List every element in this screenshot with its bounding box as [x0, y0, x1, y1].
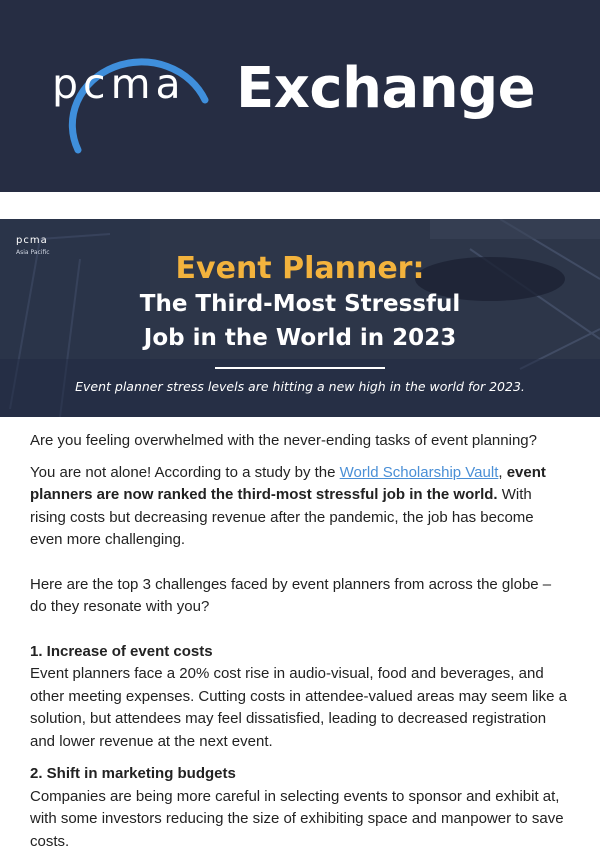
- section-heading-costs: 1. Increase of event costs: [30, 641, 570, 664]
- study-highlight: event planners are now ranked the third-most stressful job in the world.: [30, 464, 546, 504]
- section-body-costs: Event planners face a 20% cost rise in audio-visual, food and beverages, and other meeting expenses. Cutting costs in attendee-valued areas may seem like a solution, but attendees may feel dissatisfied, leading to decreased registration and lower revenue at the next event.: [30, 663, 570, 753]
- article-body: [0, 430, 600, 853]
- study-paragraph: [30, 462, 570, 552]
- hero-title-line2: The Third-Most Stressful: [0, 291, 600, 317]
- study-text-end: With rising costs but decreasing revenue after the pandemic, the job has become even more challenging.: [30, 486, 534, 548]
- study-text-start: You are not alone! According to a study by the: [30, 464, 340, 481]
- hero-subtitle: Event planner stress levels are hitting a new high in the world for 2023.: [0, 379, 600, 394]
- challenges-intro: Here are the top 3 challenges faced by event planners from across the globe – do they resonate with you?: [30, 574, 570, 619]
- hero-logo-subtext: Asia Pacific: [16, 249, 50, 256]
- intro-paragraph: Are you feeling overwhelmed with the never-ending tasks of event planning?: [30, 430, 570, 453]
- section-heading-marketing: 2. Shift in marketing budgets: [30, 763, 570, 786]
- world-scholarship-vault-link[interactable]: World Scholarship Vault: [340, 464, 499, 481]
- newsletter-title: Exchange: [236, 56, 535, 121]
- study-link-comma: ,: [498, 464, 502, 481]
- section-body-marketing: Companies are being more careful in selecting events to sponsor and exhibit at, with some investors reducing the size of exhibiting space and manpower to save costs.: [30, 786, 570, 853]
- hero-title-line3: Job in the World in 2023: [0, 325, 600, 351]
- newsletter-header: [0, 0, 600, 192]
- pcma-logo[interactable]: pcma: [52, 60, 186, 108]
- hero-banner[interactable]: [0, 219, 600, 417]
- hero-logo-text: pcma: [16, 235, 50, 246]
- hero-divider: [215, 367, 385, 369]
- hero-title-line1: Event Planner:: [0, 251, 600, 286]
- header-spacer: [0, 192, 600, 219]
